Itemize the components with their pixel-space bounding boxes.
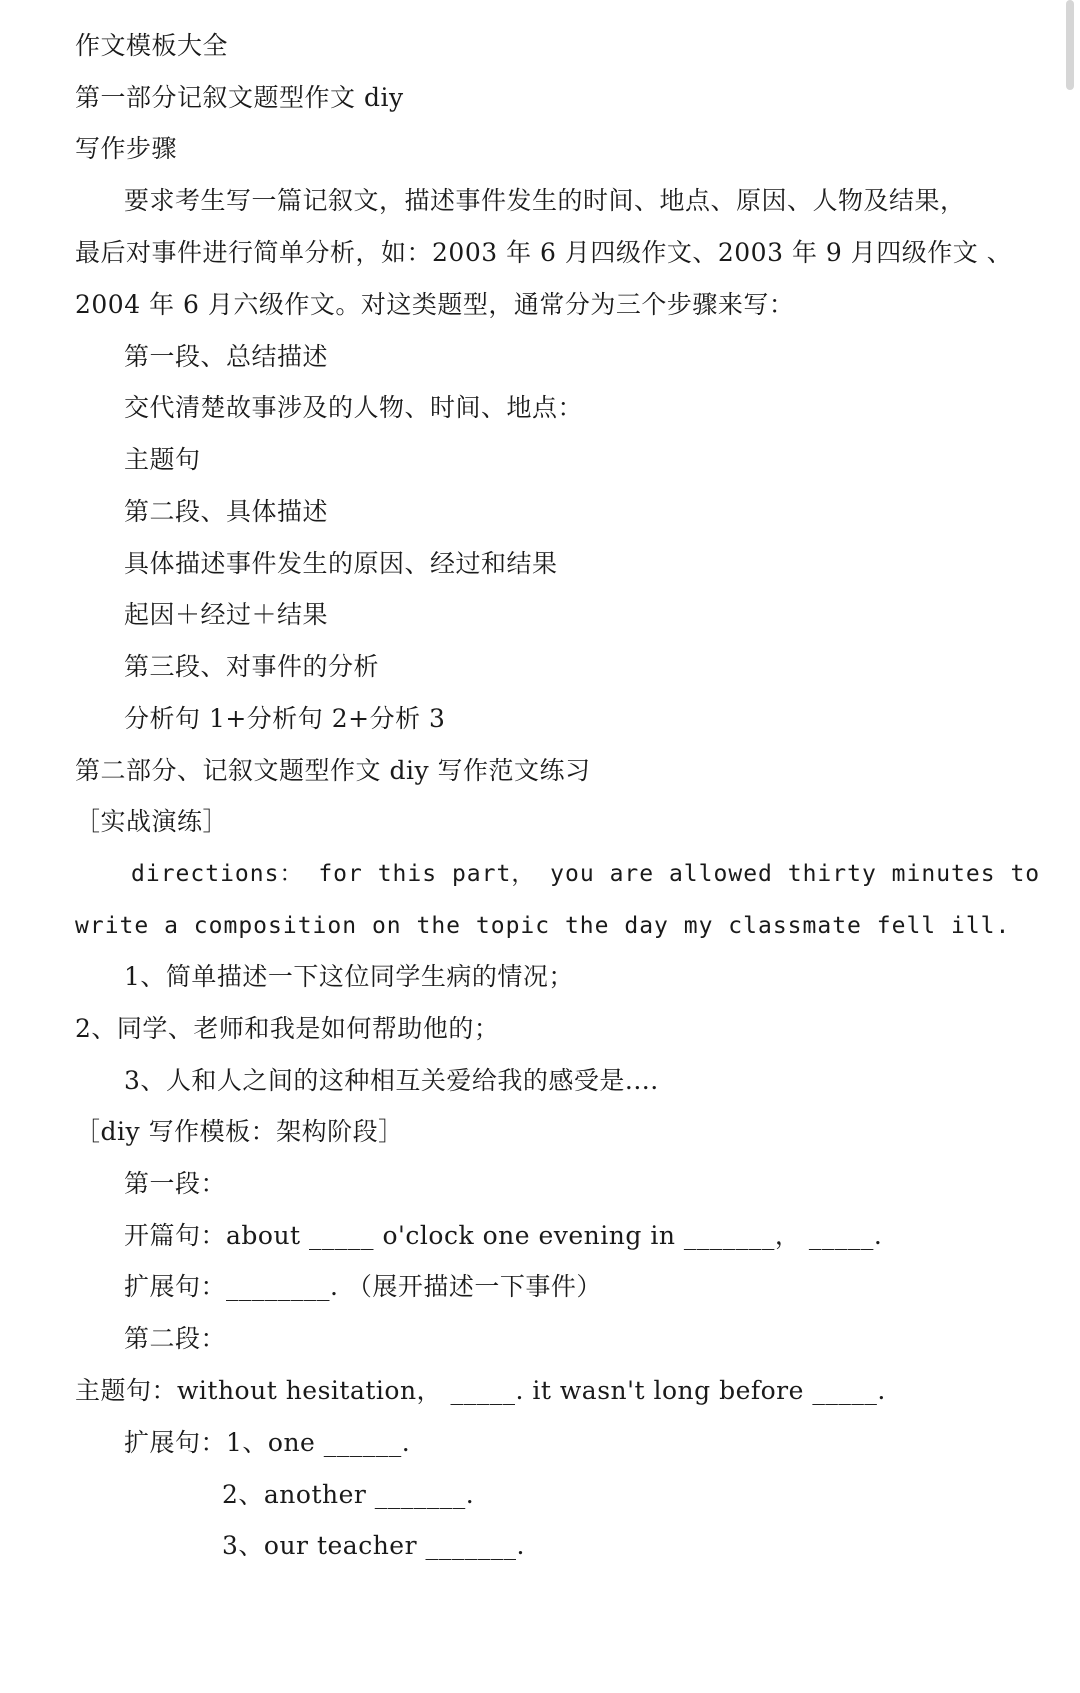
template-paragraph-two: 第二段： (124, 1324, 227, 1353)
prompt-item-3: 3、人和人之间的这种相互关爱给我的感受是.... (124, 1066, 659, 1095)
scrollbar[interactable] (1066, 0, 1074, 90)
paragraph-two-formula: 起因＋经过＋结果 (124, 600, 329, 629)
extension-item-3: 3、our teacher _______. (222, 1531, 525, 1560)
topic-sentence-label: 主题句 (124, 445, 201, 474)
intro-paragraph-line-1: 要求考生写一篇记叙文，描述事件发生的时间、地点、原因、人物及结果， (124, 186, 966, 215)
paragraph-one-label: 第一段、总结描述 (124, 342, 329, 371)
paragraph-one-desc: 交代清楚故事涉及的人物、时间、地点： (124, 393, 584, 422)
directions-line-2: write a composition on the topic the day my classmate fell ill. (75, 913, 1011, 939)
practice-heading: ［实战演练］ (75, 807, 229, 836)
extension-item-2: 2、another _______. (222, 1480, 475, 1509)
paragraph-two-desc: 具体描述事件发生的原因、经过和结果 (124, 549, 558, 578)
directions-line-1: directions： for this part， you are allowed thirty minutes to (131, 861, 1041, 887)
part-two-heading: 第二部分、记叙文题型作文 diy 写作范文练习 (75, 756, 591, 785)
opening-sentence: 开篇句：about _____ o'clock one evening in _______， _____. (124, 1221, 883, 1250)
paragraph-three-formula: 分析句 1+分析句 2+分析 3 (124, 704, 446, 733)
writing-steps-heading: 写作步骤 (75, 134, 178, 163)
intro-paragraph-line-2: 最后对事件进行简单分析，如：2003 年 6 月四级作文、2003 年 9 月四级作文 、 (75, 238, 1013, 267)
extension-sentence: 扩展句：________. （展开描述一下事件） (124, 1272, 602, 1301)
intro-paragraph-line-3: 2004 年 6 月六级作文。对这类题型，通常分为三个步骤来写： (75, 290, 795, 319)
paragraph-three-label: 第三段、对事件的分析 (124, 652, 380, 681)
extension-item-1: 扩展句：1、one ______. (124, 1428, 411, 1457)
prompt-item-1: 1、简单描述一下这位同学生病的情况； (124, 962, 574, 991)
template-paragraph-one: 第一段： (124, 1169, 227, 1198)
prompt-item-2: 2、同学、老师和我是如何帮助他的； (75, 1014, 500, 1043)
template-heading: ［diy 写作模板：架构阶段］ (75, 1117, 404, 1146)
paragraph-two-label: 第二段、具体描述 (124, 497, 329, 526)
topic-sentence: 主题句：without hesitation， _____. it wasn't long before _____. (75, 1376, 886, 1405)
doc-title: 作文模板大全 (75, 31, 229, 60)
part-one-heading: 第一部分记叙文题型作文 diy (75, 83, 404, 112)
